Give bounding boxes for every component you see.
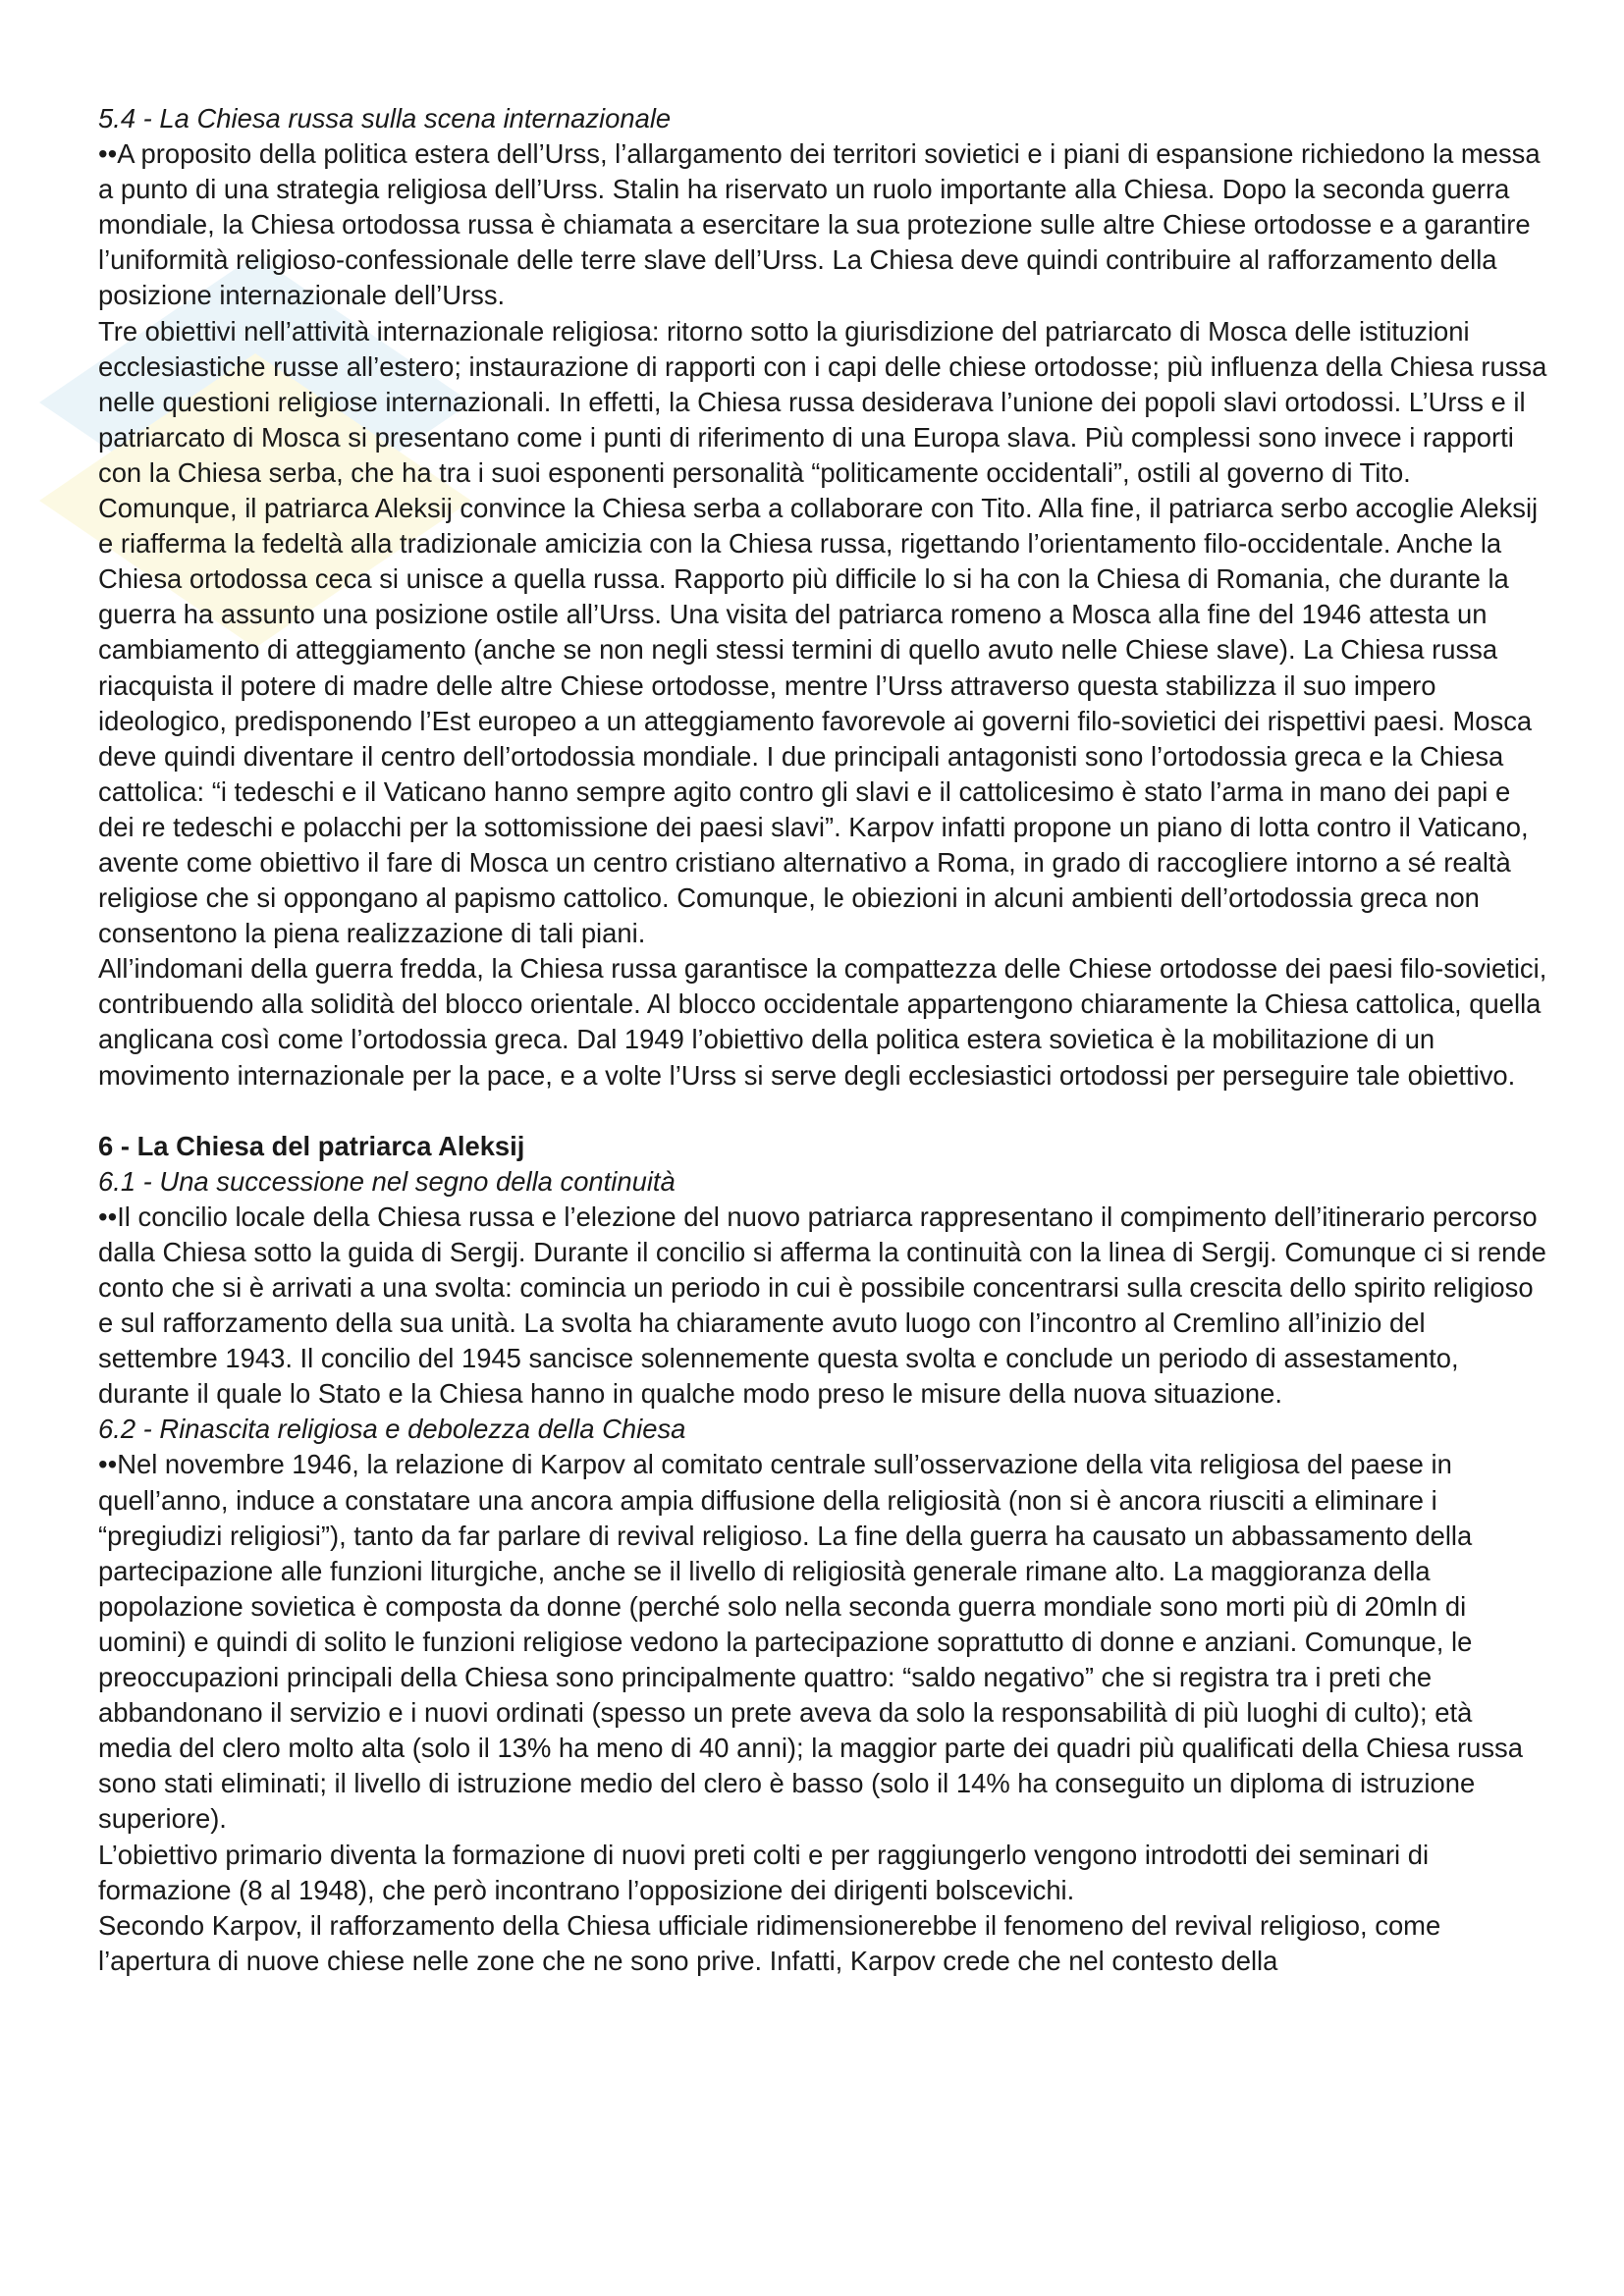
section-6-2-title: 6.2 - Rinascita religiosa e debolezza della Chiesa <box>98 1414 686 1445</box>
section-6-1-title: 6.1 - Una successione nel segno della continuità <box>98 1165 676 1197</box>
section-6-1-paragraph-1: •• Il concilio locale della Chiesa russa e l’elezione del nuovo patriarca rappresentano il compimento dell’itinerario percorso dalla Chiesa sotto la guida di Sergij. Durante il concilio si afferma la continuità con la linea di Sergij. Comunque ci si rende conto che si è arrivati a una svolta: comincia un periodo in cui è possibile concentrarsi sulla crescita dello spirito religioso e sul rafforzamento della sua unità. La svolta ha chiaramente avuto luogo con l’incontro al Cremlino all’inizio del settembre 1943. Il concilio del 1945 sancisce solennemente questa svolta e conclude un periodo di assestamento, durante il quale lo Stato e la Chiesa hanno in qualche modo preso le misure della nuova situazione. <box>98 1200 1551 1413</box>
section-5-4-paragraph-1: •• A proposito della politica estera dell’Urss, l’allargamento dei territori sovietici e i piani di espansione richiedono la messa a punto di una strategia religiosa dell’Urss. Stalin ha riservato un ruolo importante alla Chiesa. Dopo la seconda guerra mondiale, la Chiesa ortodossa russa è chiamata a esercitare la sua protezione sulle altre Chiese ortodosse e a garantire l’uniformità religioso-confessionale delle terre slave dell’Urss. La Chiesa deve quindi contribuire al rafforzamento della posizione internazionale dell’Urss. <box>98 136 1551 313</box>
section-spacer <box>98 1094 1551 1129</box>
section-6-2-paragraph-1: •• Nel novembre 1946, la relazione di Karpov al comitato centrale sull’osservazione della vita religiosa del paese in quell’anno, induce a constatare una ancora ampia diffusione della religiosità (non si è ancora riusciti a eliminare i “pregiudizi religiosi”), tanto da far parlare di revival religioso. La fine della guerra ha causato un abbassamento della partecipazione alle funzioni liturgiche, anche se il livello di religiosità generale rimane alto. La maggioranza della popolazione sovietica è composta da donne (perché solo nella seconda guerra mondiale sono morti più di 20mln di uomini) e quindi di solito le funzioni religiose vedono la partecipazione soprattutto di donne e anziani. Comunque, le preoccupazioni principali della Chiesa sono principalmente quattro: “saldo negativo” che si registra tra i preti che abbandonano il servizio e i nuovi ordinati (spesso un prete aveva da solo la responsabilità di più luoghi di culto); età media del clero molto alta (solo il 13% ha meno di 40 anni); la maggior parte dei quadri più qualificati della Chiesa russa sono stati eliminati; il livello di istruzione medio del clero è basso (solo il 14% ha conseguito un diploma di istruzione superiore). <box>98 1447 1551 1837</box>
section-5-4-paragraph-2: Tre obiettivi nell’attività internazionale religiosa: ritorno sotto la giurisdizione del patriarcato di Mosca delle istituzioni ecclesiastiche russe all’estero; instaurazione di rapporti con i capi delle chiese ortodosse; più influenza della Chiesa russa nelle questioni religiose internazionali. In effetti, la Chiesa russa desiderava l’unione dei popoli slavi ortodossi. L’Urss e il patriarcato di Mosca si presentano come i punti di riferimento di una Europa slava. Più complessi sono invece i rapporti con la Chiesa serba, che ha tra i suoi esponenti personalità “politicamente occidentali”, ostili al governo di Tito. Comunque, il patriarca Aleksij convince la Chiesa serba a collaborare con Tito. Alla fine, il patriarca serbo accoglie Aleksij e riafferma la fedeltà alla tradizionale amicizia con la Chiesa russa, rigettando l’orientamento filo-occidentale. Anche la Chiesa ortodossa ceca si unisce a quella russa. Rapporto più difficile lo si ha con la Chiesa di Romania, che durante la guerra ha assunto una posizione ostile all’Urss. Una visita del patriarca romeno a Mosca alla fine del 1946 attesta un cambiamento di atteggiamento (anche se non negli stessi termini di quello avuto nelle Chiese slave). La Chiesa russa riacquista il potere di madre delle altre Chiese ortodosse, mentre l’Urss attraverso questa stabilizza il suo impero ideologico, predisponendo l’Est europeo a un atteggiamento favorevole ai governi filo-sovietici dei rispettivi paesi. Mosca deve quindi diventare il centro dell’ortodossia mondiale. I due principali antagonisti sono l’ortodossia greca e la Chiesa cattolica: “i tedeschi e il Vaticano hanno sempre agito contro gli slavi e il cattolicesimo è stato l’arma in mano dei papi e dei re tedeschi e polacchi per la sottomissione dei paesi slavi”. Karpov infatti propone un piano di lotta contro il Vaticano, avente come obiettivo il fare di Mosca un centro cristiano alternativo a Roma, in grado di raccogliere intorno a sé realtà religiose che si oppongano al papismo cattolico. Comunque, le obiezioni in alcuni ambienti dell’ortodossia greca non consentono la piena realizzazione di tali piani. <box>98 315 1547 949</box>
section-6-2-paragraph-3: Secondo Karpov, il rafforzamento della Chiesa ufficiale ridimensionerebbe il fenomeno del revival religioso, come l’apertura di nuove chiese nelle zone che ne sono prive. Infatti, Karpov crede che nel contesto della <box>98 1909 1441 1976</box>
document-page <box>98 101 1551 1979</box>
section-6-title: 6 - La Chiesa del patriarca Aleksij <box>98 1130 525 1161</box>
section-6-2-paragraph-2: L’obiettivo primario diventa la formazione di nuovi preti colti e per raggiungerlo vengono introdotti dei seminari di formazione (8 al 1948), che però incontrano l’opposizione dei dirigenti bolscevichi. <box>98 1839 1430 1905</box>
section-5-4-paragraph-3: All’indomani della guerra fredda, la Chiesa russa garantisce la compattezza delle Chiese ortodosse dei paesi filo-sovietici, contribuendo alla solidità del blocco orientale. Al blocco occidentale appartengono chiaramente la Chiesa cattolica, quella anglicana così come l’ortodossia greca. Dal 1949 l’obiettivo della politica estera sovietica è la mobilitazione di un movimento internazionale per la pace, e a volte l’Urss si serve degli ecclesiastici ortodossi per perseguire tale obiettivo. <box>98 953 1547 1091</box>
section-5-4-title: 5.4 - La Chiesa russa sulla scena internazionale <box>98 103 672 133</box>
